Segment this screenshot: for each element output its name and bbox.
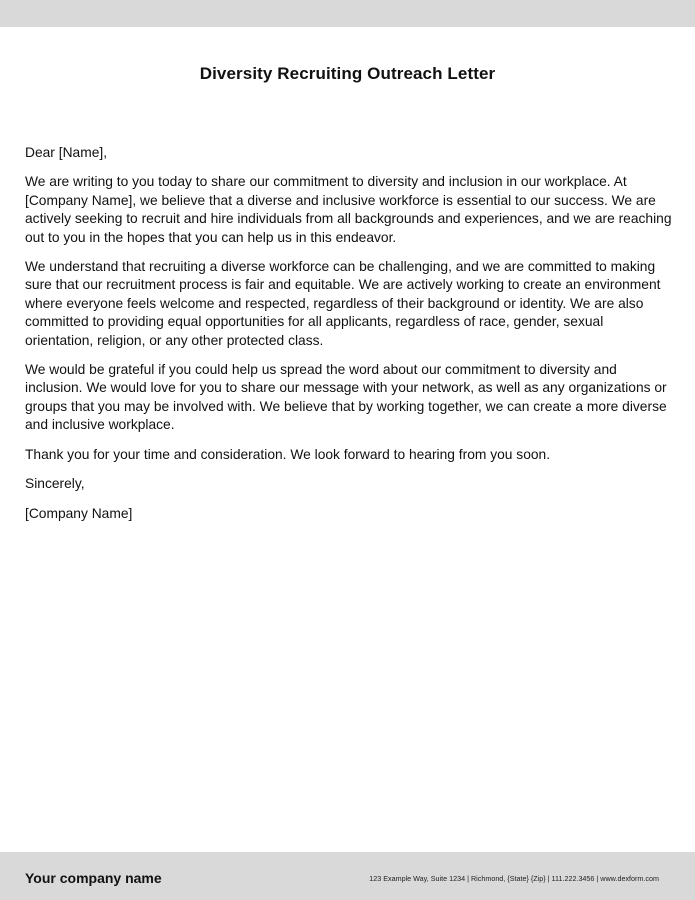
- letter-body: [25, 144, 673, 534]
- header-band: [0, 0, 695, 27]
- letter-paragraph-2: We understand that recruiting a diverse workforce can be challenging, and we are committed to making sure that our recruitment process is fair and equitable. We are actively working to create an environment where everyone feels welcome and respected, regardless of their background or identity. We are also committed to providing equal opportunities for all applicants, regardless of race, gender, sexual orientation, religion, or any other protected class.: [25, 259, 661, 348]
- footer-band: [0, 852, 695, 900]
- letter-paragraph-1: We are writing to you today to share our commitment to diversity and inclusion in our workplace. At [Company Name], we believe that a diverse and inclusive workforce is essential to our success. We are actively seeking to recruit and hire individuals from all backgrounds and experiences, and we are reaching out to you in the hopes that you can help us in this endeavor.: [25, 174, 672, 245]
- letter-paragraph-4: Thank you for your time and consideration. We look forward to hearing from you soon.: [25, 446, 551, 462]
- letter-greeting: Dear [Name],: [25, 145, 108, 160]
- letter-signature: [Company Name]: [25, 505, 133, 521]
- letter-paragraph-3: We would be grateful if you could help us spread the word about our commitment to diversity and inclusion. We would love for you to share our message with your network, as well as any organizations or groups that you may be involved with. We believe that by working together, we can create a more diverse and inclusive workplace.: [25, 362, 667, 433]
- document-title: Diversity Recruiting Outreach Letter: [199, 64, 496, 83]
- footer-company-name: Your company name: [25, 870, 162, 886]
- footer-address: 123 Example Way, Suite 1234 | Richmond, {State} {Zip} | 111.222.3456 | www.dexform.com: [369, 874, 659, 883]
- letter-closing: Sincerely,: [25, 476, 85, 492]
